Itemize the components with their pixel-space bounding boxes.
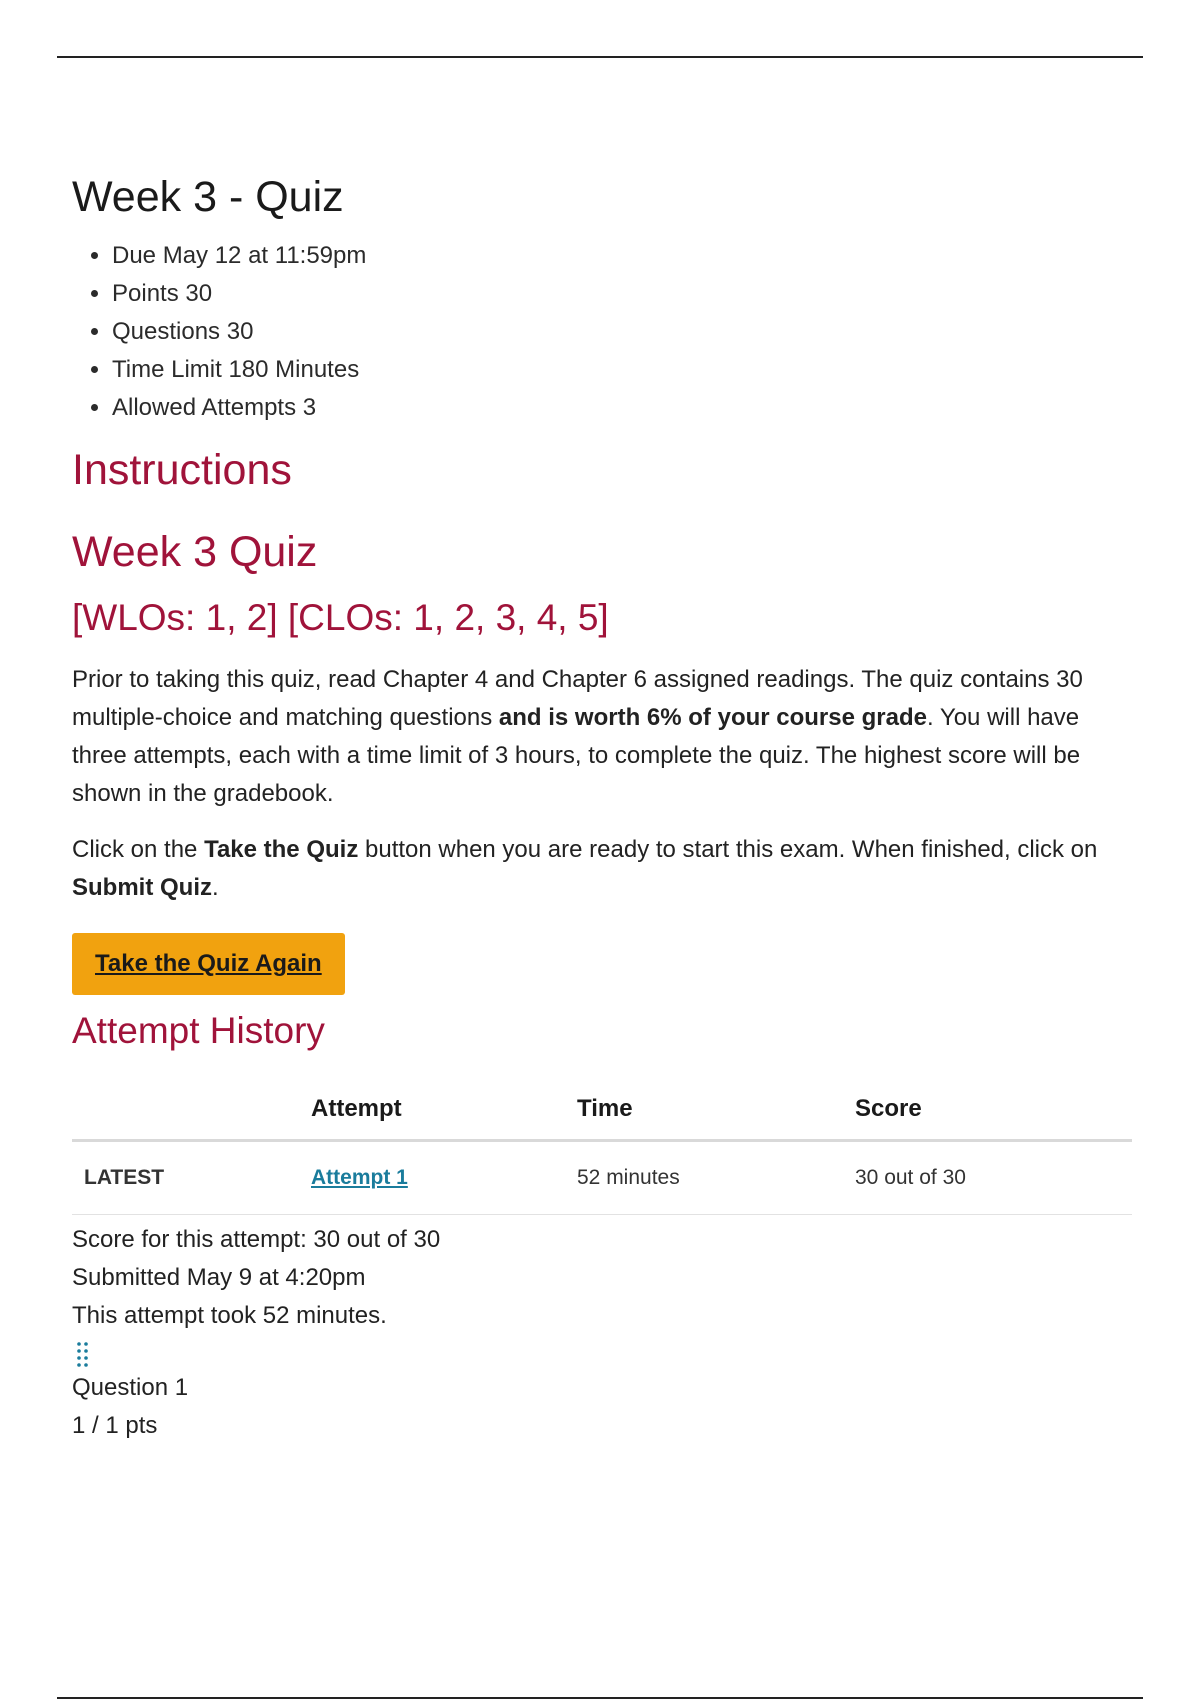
detail-time-limit: • Time Limit 180 Minutes bbox=[112, 351, 1132, 389]
attempt-summary bbox=[72, 1221, 1132, 1335]
attempt-history-heading: Attempt History bbox=[72, 1009, 325, 1051]
top-divider bbox=[57, 56, 1143, 58]
attempt-1-link[interactable]: Attempt 1 bbox=[311, 1166, 408, 1190]
attempt-score: 30 out of 30 bbox=[854, 1141, 1132, 1215]
p1-text-a: Prior to taking this quiz, read Chapter 4 and Chapter 6 assigned readings. The quiz contains 30 multiple-choice and matching questions bbox=[72, 665, 1083, 731]
column-header-time: Time bbox=[576, 1079, 854, 1141]
detail-points: • Points 30 bbox=[112, 275, 1132, 313]
quiz-content bbox=[72, 160, 1132, 1445]
attempt-duration: This attempt took 52 minutes. bbox=[72, 1302, 387, 1330]
attempt-score-summary: Score for this attempt: 30 out of 30 bbox=[72, 1226, 441, 1254]
attempt-cell bbox=[310, 1141, 576, 1215]
question-title: Question 1 bbox=[72, 1374, 189, 1402]
quiz-details-list bbox=[72, 237, 1132, 427]
instructions-heading: Instructions bbox=[72, 446, 292, 495]
table-header-row bbox=[72, 1079, 1132, 1141]
take-quiz-again-button[interactable]: Take the Quiz Again bbox=[72, 933, 345, 995]
drag-handle-icon[interactable] bbox=[76, 1341, 96, 1367]
question-header bbox=[72, 1369, 1132, 1445]
column-header-attempt: Attempt bbox=[310, 1079, 576, 1141]
p2-text-a: Click on the bbox=[72, 835, 205, 863]
instructions-paragraph-1 bbox=[72, 661, 1132, 813]
p2-text-b: button when you are ready to start this exam. When finished, click on bbox=[358, 835, 1098, 863]
question-points: 1 / 1 pts bbox=[72, 1412, 158, 1440]
detail-allowed-attempts: • Allowed Attempts 3 bbox=[112, 389, 1132, 427]
column-header-score: Score bbox=[854, 1079, 1132, 1141]
learning-outcomes: [WLOs: 1, 2] [CLOs: 1, 2, 3, 4, 5] bbox=[72, 597, 609, 639]
column-header-status bbox=[72, 1079, 310, 1141]
attempt-time: 52 minutes bbox=[576, 1141, 854, 1215]
detail-due: • Due May 12 at 11:59pm bbox=[112, 237, 1132, 275]
detail-questions: • Questions 30 bbox=[112, 313, 1132, 351]
instructions-paragraph-2 bbox=[72, 831, 1132, 907]
p2-text-bold-take-quiz: Take the Quiz bbox=[204, 835, 359, 863]
p1-text-bold: and is worth 6% of your course grade bbox=[498, 703, 927, 731]
attempt-status: LATEST bbox=[72, 1141, 310, 1215]
quiz-subheading: Week 3 Quiz bbox=[72, 527, 318, 576]
bottom-divider bbox=[57, 1697, 1143, 1699]
p2-text-c: . bbox=[212, 873, 219, 901]
p1-text-b: . You will have three attempts, each with a time limit of 3 hours, to complete the quiz. The highest score will be shown in the gradebook. bbox=[72, 703, 1081, 807]
page-title: Week 3 - Quiz bbox=[72, 173, 344, 221]
p2-text-bold-submit-quiz: Submit Quiz bbox=[72, 873, 212, 901]
attempt-submitted: Submitted May 9 at 4:20pm bbox=[72, 1264, 366, 1292]
attempt-history-table bbox=[72, 1079, 1132, 1215]
table-row bbox=[72, 1141, 1132, 1215]
